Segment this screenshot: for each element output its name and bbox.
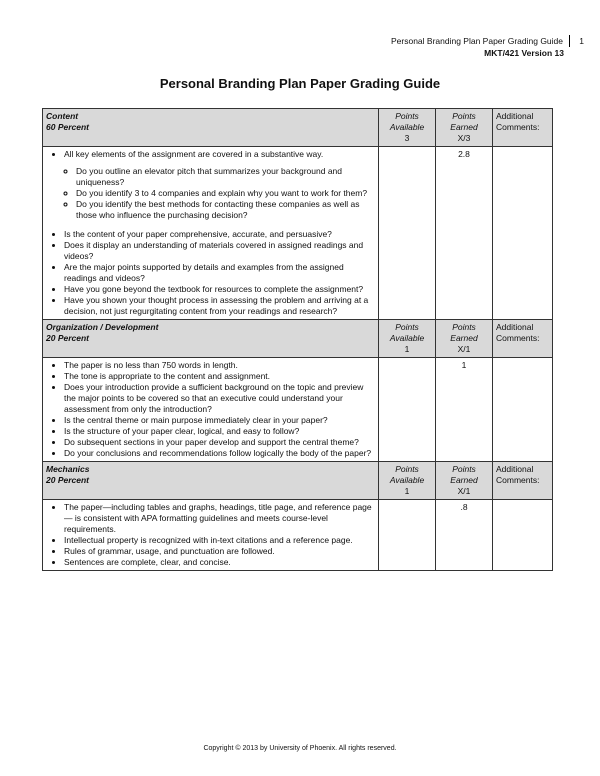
points-earned-label: Points Earned <box>450 111 478 132</box>
criteria-item: • Is the structure of your paper clear, logical, and easy to follow? <box>64 426 375 437</box>
section-percent: 20 Percent <box>46 475 89 485</box>
score-cell: 1 <box>436 358 493 462</box>
criteria-cell <box>43 358 379 462</box>
sub-criteria-item: ◦ Do you identify the best methods for contacting these companies as well as those who influence the purchasing decision? <box>76 199 375 221</box>
additional-comments-header: Additional Comments: <box>493 462 553 500</box>
page-title: Personal Branding Plan Paper Grading Guide <box>159 76 441 91</box>
points-available-header <box>379 462 436 500</box>
section-name: Content <box>46 111 79 121</box>
points-earned-header <box>436 109 493 147</box>
criteria-list <box>46 229 375 317</box>
points-earned-header <box>436 462 493 500</box>
points-available-label: Points Available <box>389 111 425 132</box>
section-percent: 20 Percent <box>46 333 89 343</box>
criteria-item: • Is the content of your paper comprehensive, accurate, and persuasive? <box>64 229 375 240</box>
points-available-cell <box>379 358 436 462</box>
criteria-item: • Rules of grammar, usage, and punctuation are followed. <box>64 546 375 557</box>
criteria-item: • Do your conclusions and recommendations follow logically the body of the paper? <box>64 448 375 459</box>
points-available-label: Points Available <box>389 464 425 485</box>
criteria-cell <box>43 500 379 571</box>
points-available-cell <box>379 500 436 571</box>
points-earned-value: X/1 <box>457 344 471 354</box>
criteria-item: • Sentences are complete, clear, and concise. <box>64 557 375 568</box>
section-header-row <box>43 462 553 500</box>
criteria-item: • Do subsequent sections in your paper develop and support the central theme? <box>64 437 375 448</box>
header-version: MKT/421 Version 13 <box>484 48 564 58</box>
section-header-row <box>43 320 553 358</box>
grading-table <box>42 108 553 571</box>
points-available-value: 3 <box>404 133 410 143</box>
sub-criteria-item: ◦ Do you outline an elevator pitch that summarizes your background and uniqueness? <box>76 166 375 188</box>
additional-comments-header: Additional Comments: <box>493 320 553 358</box>
criteria-cell <box>43 147 379 320</box>
section-heading <box>43 320 379 358</box>
points-available-header <box>379 109 436 147</box>
section-heading <box>43 109 379 147</box>
copyright-footer: Copyright © 2013 by University of Phoenix. All rights reserved. <box>203 745 397 752</box>
section-header-row <box>43 109 553 147</box>
criteria-item: • Does your introduction provide a sufficient background on the topic and preview the major points to be covered so that an executive could understand your assessment from only the introduction? <box>64 382 375 415</box>
criteria-item: • Are the major points supported by details and examples from the assigned readings and videos? <box>64 262 375 284</box>
criteria-item: • Does it display an understanding of materials covered in assigned readings and videos? <box>64 240 375 262</box>
score-cell: .8 <box>436 500 493 571</box>
criteria-item: • The paper is no less than 750 words in length. <box>64 360 375 371</box>
points-available-header <box>379 320 436 358</box>
points-earned-header <box>436 320 493 358</box>
comments-cell <box>493 147 553 320</box>
points-available-cell <box>379 147 436 320</box>
page-number: 1 <box>579 36 584 46</box>
section-name: Organization / Development <box>46 322 159 332</box>
points-earned-label: Points Earned <box>450 322 478 343</box>
sub-criteria-item: ◦ Do you identify 3 to 4 companies and explain why you want to work for them? <box>76 188 375 199</box>
section-body-row <box>43 147 553 320</box>
page-header <box>270 35 584 59</box>
criteria-list <box>46 360 375 459</box>
criteria-item: • Intellectual property is recognized with in-text citations and a reference page. <box>64 535 375 546</box>
section-body-row <box>43 358 553 462</box>
criteria-item: • The paper—including tables and graphs, headings, title page, and reference page— is consistent with APA formatting guidelines and meets course-level requirements. <box>64 502 375 535</box>
section-heading <box>43 462 379 500</box>
criteria-list <box>46 149 375 160</box>
points-available-value: 1 <box>404 486 410 496</box>
comments-cell <box>493 358 553 462</box>
additional-comments-header: Additional Comments: <box>493 109 553 147</box>
sub-criteria-list <box>46 166 375 221</box>
criteria-item: • The tone is appropriate to the content and assignment. <box>64 371 375 382</box>
criteria-item: • Have you shown your thought process in assessing the problem and arriving at a decision, not just regurgitating content from your readings and research? <box>64 295 375 317</box>
criteria-item: • Have you gone beyond the textbook for resources to complete the assignment? <box>64 284 375 295</box>
points-earned-value: X/1 <box>457 486 471 496</box>
criteria-list <box>46 502 375 568</box>
criteria-item: • All key elements of the assignment are covered in a substantive way. <box>64 149 375 160</box>
section-percent: 60 Percent <box>46 122 89 132</box>
points-earned-label: Points Earned <box>450 464 478 485</box>
points-available-label: Points Available <box>389 322 425 343</box>
criteria-item: • Is the central theme or main purpose immediately clear in your paper? <box>64 415 375 426</box>
section-body-row <box>43 500 553 571</box>
points-available-value: 1 <box>404 344 410 354</box>
score-cell: 2.8 <box>436 147 493 320</box>
header-doc-title: Personal Branding Plan Paper Grading Guide <box>391 35 570 47</box>
points-earned-value: X/3 <box>457 133 471 143</box>
comments-cell <box>493 500 553 571</box>
section-name: Mechanics <box>46 464 90 474</box>
